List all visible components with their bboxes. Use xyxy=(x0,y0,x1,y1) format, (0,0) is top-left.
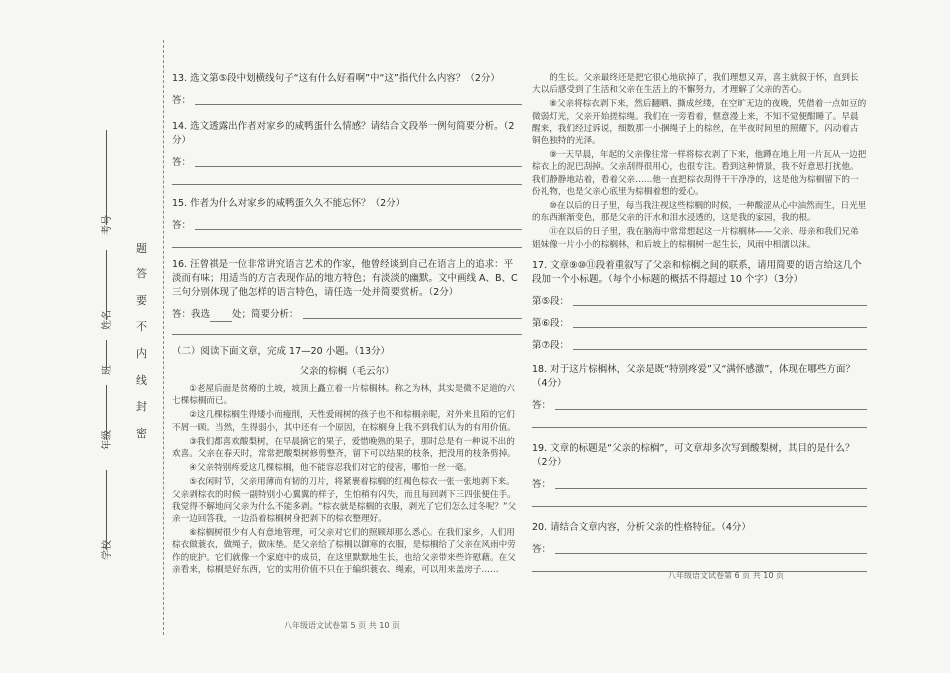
seal-char: 密 xyxy=(136,427,147,440)
seal-char: 内 xyxy=(136,347,147,360)
answer-15-line[interactable] xyxy=(172,247,522,248)
answer-14[interactable] xyxy=(172,156,522,170)
answer-17-label: 第⑥段： xyxy=(532,317,570,329)
answer-16-line[interactable] xyxy=(172,334,522,335)
answer-13[interactable] xyxy=(172,94,522,108)
paragraph: ④父亲特别疼爱这几棵棕榈，他不能容忍我们对它的侵害，哪怕一丝一毫。 xyxy=(189,463,472,474)
question-14: 14. 选文透露出作者对家乡的咸鸭蛋什么情感？请结合文段举一例句简要分析。（2分） xyxy=(172,121,515,146)
name-label: 姓名 xyxy=(102,310,113,330)
question-16: 16. 汪曾祺是一位非常讲究语言艺术的作家，他曾经谈到自己在语言上的追求：平淡而有味；用适当的方言表现作品的地方特色；有淡淡的幽默。文中画线 A、B、C 三句分别体现了他怎样的语言特色，请任选一处并简要赏析。（2分） xyxy=(172,259,518,298)
passage-title: 父亲的棕榈（毛云尔） xyxy=(299,366,395,377)
answer-label: 答： xyxy=(532,399,552,411)
paragraph: ③我们都喜欢酸梨树，在早晨摘它的果子，爱惜晚熟的果子，那时总是有一种说不出的欢喜。父亲在春天时，常常把酸梨树修剪整齐，留下可以结果的枝条，把没用的枝条剪掉。 xyxy=(172,436,516,460)
answer-15[interactable] xyxy=(172,219,522,233)
question-18: 18. 对于这片棕榈林，父亲是既“特别疼爱”又“满怀感激”，体现在哪些方面？（4分） xyxy=(532,363,855,389)
paragraph: 的生长。父亲最终还是把它很心地砍掉了，我们理想又弄，喜主就叙于怀，直到长大以后感受到了生活和父亲在生活上的不懈努力，才理解了父亲的苦心。 xyxy=(532,73,859,96)
answer-18[interactable] xyxy=(532,399,867,413)
question-20: 20. 请结合文章内容，分析父亲的性格特征。（4分） xyxy=(532,521,751,533)
answer-16[interactable] xyxy=(172,308,522,322)
answer-label: 答： xyxy=(172,220,192,231)
answer-16-mid: 处；简要分析： xyxy=(232,309,299,320)
paragraph: ②这几棵棕榈生得矮小而瘦削，天性爱闹树的孩子也不和棕榈亲昵，对外来且陌的它们不屑一顾。当然，生得弱小，其中还有一个原因，在棕榈身上我不到我们认为的有用价值。 xyxy=(172,410,516,433)
answer-16-prefix: 答：我选 xyxy=(172,309,211,320)
choice-blank[interactable] xyxy=(210,321,232,322)
seal-char: 题 xyxy=(136,242,147,255)
exam-no-field[interactable] xyxy=(106,130,107,225)
name-field[interactable] xyxy=(106,250,107,320)
answer-label: 答： xyxy=(532,543,552,555)
seal-char: 要 xyxy=(136,294,147,307)
answer-17-5[interactable] xyxy=(532,295,867,309)
passage-left xyxy=(172,383,522,576)
question-19: 19. 文章的标题是“父亲的棕榈”，可文章却多次写到酸梨树，其目的是什么？（2分） xyxy=(532,442,855,468)
paragraph: ⑤衣闲时节，父亲用薄而有韧的刀片，将紧裹着棕榈的红褐色棕衣一张一张地剥下来。父亲剥棕衣的时候一副特别小心翼翼的样子，生怕稍有闪失，而且每回剥下三四张便住手。我觉得不解地问父亲为什么不能多剥。“棕衣就是棕榈的衣服，剥光了它们怎么过冬呢？”父亲一边回答我，一边沿着棕榈树身把剥下的棕衣整理好。 xyxy=(172,477,517,525)
question-15: 15. 作者为什么对家乡的咸鸭蛋久久不能忘怀？（2分） xyxy=(172,198,406,209)
passage-right xyxy=(532,72,867,251)
grade-field[interactable] xyxy=(106,385,107,440)
seal-line xyxy=(163,40,164,635)
answer-19-line[interactable] xyxy=(532,506,867,507)
answer-14-line[interactable] xyxy=(172,184,522,185)
seal-char: 答 xyxy=(136,267,147,280)
grade-label: 年级 xyxy=(102,430,113,450)
paragraph: ①老屋后面是贫瘠的土坡，坡顶上矗立着一片棕榈林。称之为林，其实是微不足道的六七棵棕榈而已。 xyxy=(172,384,515,407)
section-2-heading: （二）阅读下面文章，完成 17—20 小题。（13分） xyxy=(172,346,391,357)
answer-17-label: 第⑦段： xyxy=(532,339,570,351)
paragraph: ⑨一天早晨，年起的父亲像往常一样将棕衣剥了下来，他蹲在地上用一片瓦从一边把棕衣上的泥巴刮掉。父亲刮得很用心，也很专注。看到这种情景，我不好意思打扰他。我们静静地站着，看着父亲……他一直把棕衣刮得干干净净的，这是他为棕榈留下的一份礼物，也是父亲心底里为棕榈着想的爱心。 xyxy=(532,150,867,197)
class-label: 班 xyxy=(102,365,113,375)
seal-char: 封 xyxy=(136,400,147,413)
paragraph: ⑪在以后的日子里，我在脑海中常常想起这一片棕榈林——父亲、母亲和我们兄弟姐妹像一片小小的棕榈林，和后坡上的棕榈树一起生长，风雨中相濡以沫。 xyxy=(532,227,859,250)
seal-char: 不 xyxy=(136,320,147,333)
question-13: 13. 选文第⑤段中划横线句子“这有什么好看啊”中“这”指代什么内容？（2分） xyxy=(172,73,500,84)
answer-17-6[interactable] xyxy=(532,317,867,331)
seal-char: 线 xyxy=(136,374,147,387)
binding-margin xyxy=(0,0,160,673)
answer-17-7[interactable] xyxy=(532,339,867,353)
paragraph: ⑧父亲将棕衣剥下来，然后翻晒、撕成丝缕，在空旷无边的夜晚，凭借着一点如豆的微弱灯光，父亲开始搓棕绳。我们在一旁看着，惬意漫上来，不知不觉便酣睡了。早晨醒来，我们经过诉说，细数那一小捆绳子上的棕丝，在半夜时间里的照耀下，闪动着古铜色独特的光泽。 xyxy=(532,99,867,147)
answer-19[interactable] xyxy=(532,478,867,492)
paragraph: ⑥棕榈树很少有人有意地管理，可父亲对它们的照顾却那么悉心。在我们家乡，人们用棕衣做蓑衣，做绳子，做床垫。是父亲给了棕榈以御寒的衣服，是棕榈给了父亲在风雨中劳作的庇护。它们就像一个家庭中的成员，在这里默默地生长，也给父亲带来些许慰藉。在父亲看来，棕榈是好东西，它的实用价值不只在于编织蓑衣、绳索，可以用来盖房子…… xyxy=(172,528,516,575)
page-footer-left: 八年级语文试卷第 5 页 共 10 页 xyxy=(284,621,400,630)
class-field[interactable] xyxy=(106,340,107,370)
answer-label: 答： xyxy=(172,95,192,106)
school-label: 学校 xyxy=(102,540,113,560)
answer-17-label: 第⑤段： xyxy=(532,295,570,307)
right-page xyxy=(532,72,867,572)
school-field[interactable] xyxy=(106,470,107,550)
question-17: 17. 文章⑨⑩⑪段着重叙写了父亲和棕榈之间的联系，请用简要的语言给这几个段加一个小标题。（每个小标题的概括不得超过 10 个字）（3分） xyxy=(532,259,862,285)
answer-label: 答： xyxy=(172,157,192,168)
paragraph: ⑩在以后的日子里，每当我注视这些棕榈的时候，一种酸涩从心中油然而生，日光里的东西渐渐变色，那是父亲的汗水和泪水浸透的，这是我的家园，我的根。 xyxy=(532,201,867,224)
answer-18-line[interactable] xyxy=(532,427,867,428)
exam-no-label: 考号 xyxy=(102,215,113,235)
page-footer-right: 八年级语文试卷第 6 页 共 10 页 xyxy=(668,571,784,580)
answer-20[interactable] xyxy=(532,543,867,557)
answer-label: 答： xyxy=(532,478,552,490)
left-page xyxy=(172,72,522,578)
